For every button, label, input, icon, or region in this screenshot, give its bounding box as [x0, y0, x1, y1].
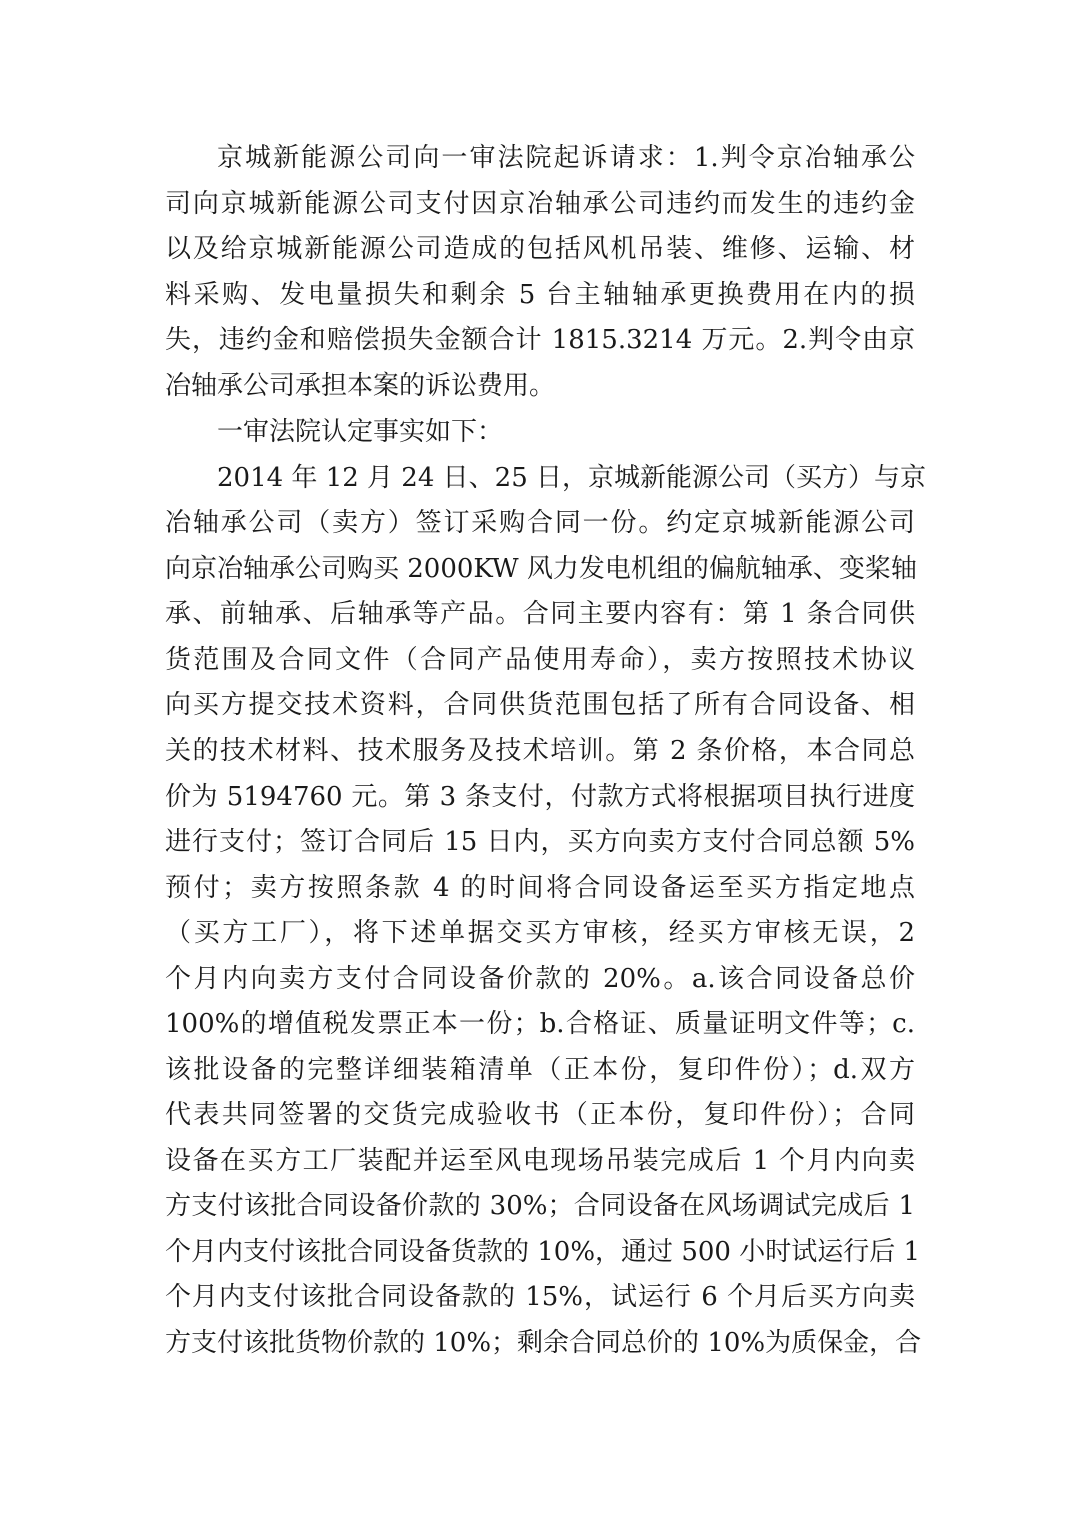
paragraph-3-line-19: 个月内支付该批合同设备款的 15%，试运行 6 个月后买方向卖 [165, 1282, 915, 1312]
paragraph-3-line-1: 2014 年 12 月 24 日、25 日，京城新能源公司（买方）与京 [217, 463, 927, 493]
paragraph-3-line-10: 预付；卖方按照条款 4 的时间将合同设备运至买方指定地点 [165, 873, 915, 903]
paragraph-1-line-3: 以及给京城新能源公司造成的包括风机吊装、维修、运输、材 [165, 234, 915, 264]
paragraph-3-line-9: 进行支付；签订合同后 15 日内，买方向卖方支付合同总额 5% [165, 827, 915, 857]
paragraph-3-line-13: 100%的增值税发票正本一份；b.合格证、质量证明文件等；c. [165, 1009, 915, 1039]
paragraph-3-line-3: 向京冶轴承公司购买 2000KW 风力发电机组的偏航轴承、变桨轴 [165, 554, 917, 584]
paragraph-3-line-2: 冶轴承公司（卖方）签订采购合同一份。约定京城新能源公司 [165, 508, 915, 538]
paragraph-3-line-12: 个月内向卖方支付合同设备价款的 20%。a.该合同设备总价 [165, 964, 915, 994]
paragraph-1-line-6: 冶轴承公司承担本案的诉讼费用。 [165, 371, 556, 401]
paragraph-1-line-4: 料采购、发电量损失和剩余 5 台主轴轴承更换费用在内的损 [165, 280, 915, 310]
paragraph-3-line-20: 方支付该批货物价款的 10%；剩余合同总价的 10%为质保金，合 [165, 1328, 922, 1358]
paragraph-3-line-15: 代表共同签署的交货完成验收书（正本份，复印件份）；合同 [165, 1100, 915, 1130]
paragraph-1-line-1: 京城新能源公司向一审法院起诉请求：1.判令京冶轴承公 [217, 143, 915, 173]
paragraph-3-line-8: 价为 5194760 元。第 3 条支付，付款方式将根据项目执行进度 [165, 782, 915, 812]
paragraph-2-line-1: 一审法院认定事实如下： [217, 417, 504, 447]
paragraph-3-line-6: 向买方提交技术资料，合同供货范围包括了所有合同设备、相 [165, 690, 915, 720]
paragraph-3-line-18: 个月内支付该批合同设备货款的 10%，通过 500 小时试运行后 1 [165, 1237, 921, 1267]
paragraph-3-line-4: 承、前轴承、后轴承等产品。合同主要内容有：第 1 条合同供 [165, 599, 915, 629]
paragraph-3-line-7: 关的技术材料、技术服务及技术培训。第 2 条价格，本合同总 [165, 736, 915, 766]
paragraph-1-line-2: 司向京城新能源公司支付因京冶轴承公司违约而发生的违约金 [165, 189, 915, 219]
paragraph-3-line-14: 该批设备的完整详细装箱清单（正本份，复印件份）；d.双方 [165, 1055, 915, 1085]
paragraph-1-line-5: 失，违约金和赔偿损失金额合计 1815.3214 万元。2.判令由京 [165, 325, 915, 355]
paragraph-3-line-16: 设备在买方工厂装配并运至风电现场吊装完成后 1 个月内向卖 [165, 1146, 915, 1176]
paragraph-3-line-11: （买方工厂），将下述单据交买方审核，经买方审核无误，2 [165, 918, 915, 948]
paragraph-3-line-17: 方支付该批合同设备价款的 30%；合同设备在风场调试完成后 1 [165, 1191, 915, 1221]
paragraph-3-line-5: 货范围及合同文件（合同产品使用寿命），卖方按照技术协议 [165, 645, 915, 675]
